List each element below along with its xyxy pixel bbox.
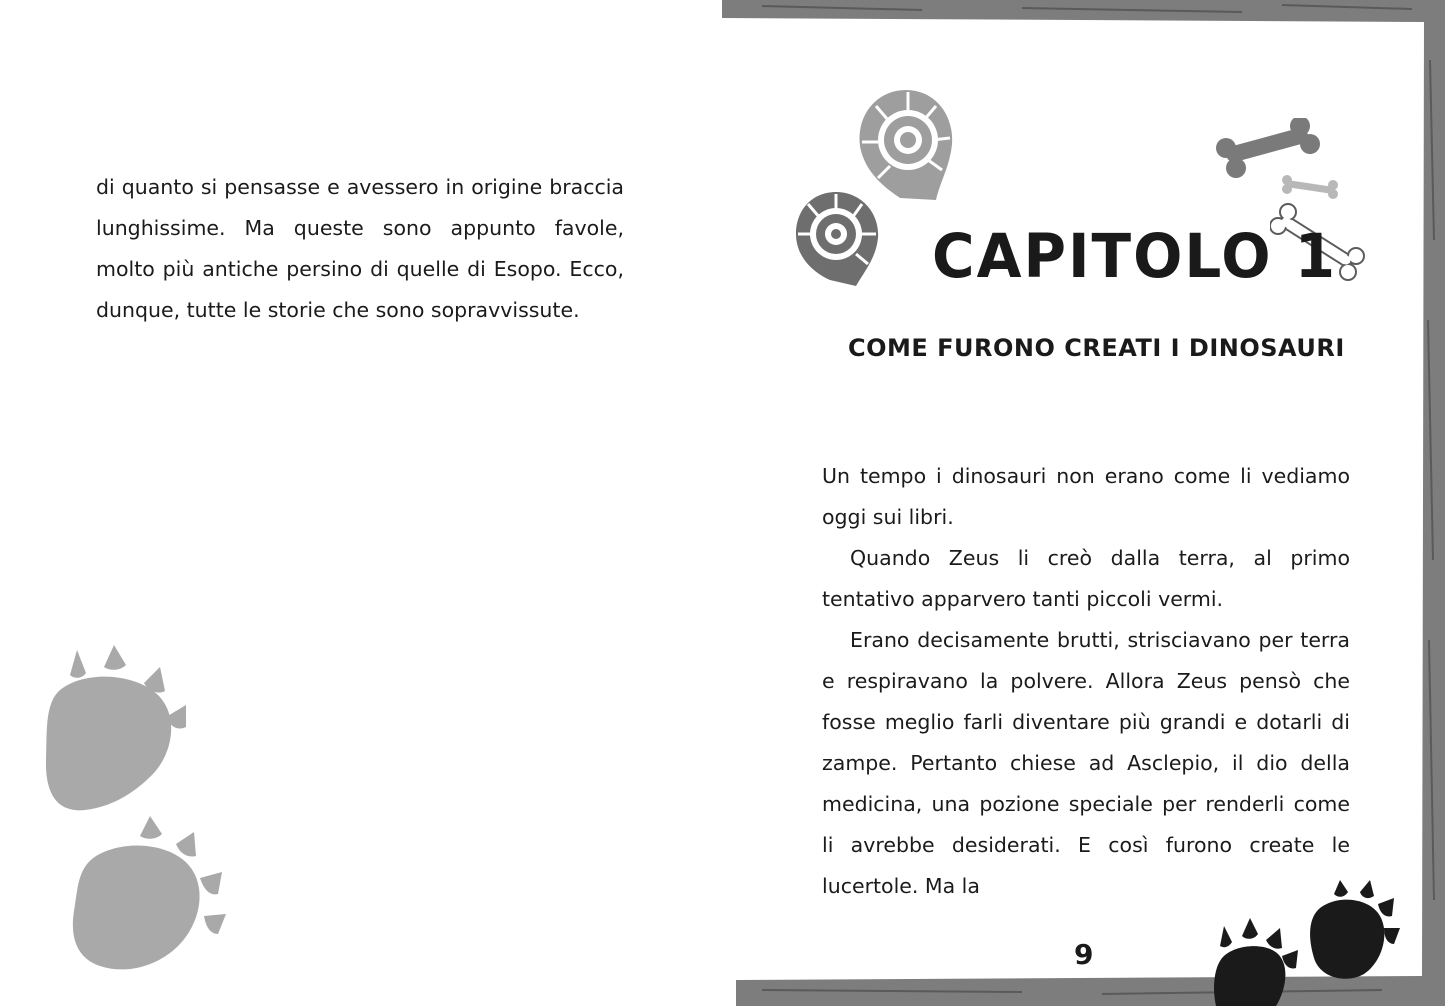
ammonite-fossil-icon: [792, 188, 882, 288]
chapter-subtitle: COME FURONO CREATI I DINOSAURI: [848, 334, 1345, 362]
dinosaur-footprint-icon: [40, 645, 200, 815]
paragraph: di quanto si pensasse e avessero in origine braccia lunghissime. Ma queste sono appunto favole, molto più antiche persino di quelle di Esopo. Ecco, dunque, tutte le storie che sono sopravvissute.: [96, 175, 624, 322]
left-page-text: [96, 167, 624, 331]
chapter-title: CAPITOLO 1: [932, 220, 1338, 292]
bone-icon: [1280, 172, 1340, 202]
page-number: 9: [1074, 938, 1094, 971]
paragraph: Quando Zeus li creò dalla terra, al primo tentativo apparvero tanti piccoli vermi.: [822, 546, 1350, 611]
dinosaur-footprint-icon: [1212, 918, 1302, 1006]
paragraph: Erano decisamente brutti, strisciavano per terra e respiravano la polvere. Allora Zeus pensò che fosse meglio farli diventare più grandi e dotarli di zampe. Pertanto chiese ad Asclepio, il dio della medicina, una pozione speciale per renderli come li avrebbe desiderati. E così furono create le lucertole. Ma la: [822, 628, 1350, 898]
right-page: [722, 0, 1445, 1006]
dinosaur-footprint-icon: [1308, 880, 1402, 980]
ammonite-fossil-icon: [856, 86, 956, 204]
paragraph: Un tempo i dinosauri non erano come li vediamo oggi sui libri.: [822, 464, 1350, 529]
right-page-text: [822, 456, 1350, 907]
dinosaur-footprint-icon: [66, 816, 236, 976]
left-page: [0, 0, 722, 1006]
